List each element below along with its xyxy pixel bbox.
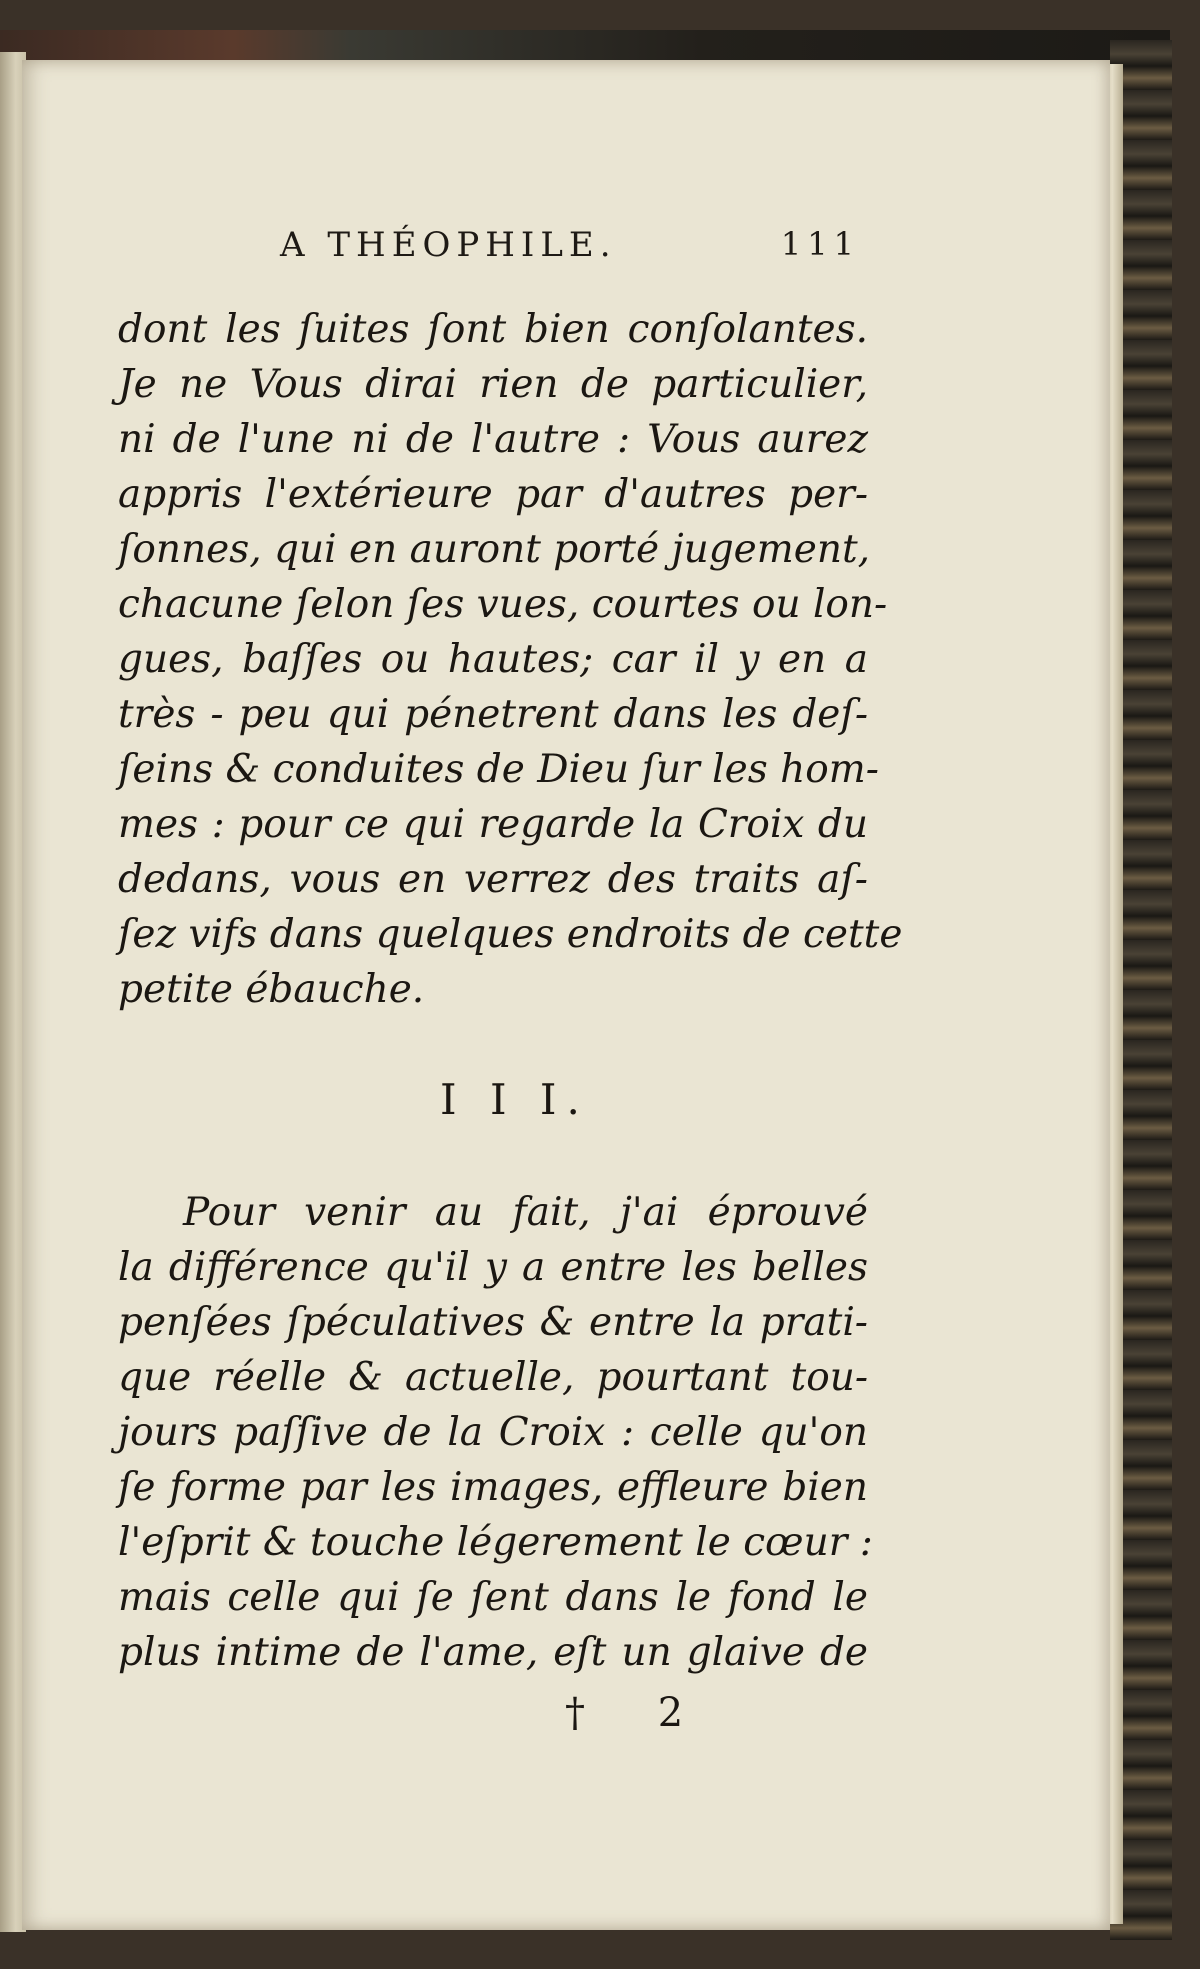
- text-line: ſez vifs dans quelques endroits de cette: [118, 912, 903, 957]
- text-line: jours paſſive de la Croix : celle qu'on: [118, 1410, 868, 1455]
- running-header: [270, 225, 860, 273]
- text-line: ſe forme par les images, effleure bien: [118, 1465, 868, 1510]
- text-line: gues, baſſes ou hautes; car il y en a: [118, 637, 868, 682]
- text-line: Pour venir au fait, j'ai éprouvé: [183, 1190, 868, 1235]
- text-line: dont les ſuites ſont bien conſolantes.: [118, 307, 868, 352]
- text-line: petite ébauche.: [118, 967, 425, 1012]
- text-line: très - peu qui pénetrent dans les deſ-: [118, 692, 868, 737]
- text-line: chacune ſelon ſes vues, courtes ou lon-: [118, 582, 888, 627]
- paragraph-2: [118, 1185, 873, 1680]
- text-line: mais celle qui ſe ſent dans le fond le: [118, 1575, 868, 1620]
- text-line: que réelle & actuelle, pourtant tou-: [118, 1355, 868, 1400]
- signature-mark: † 2: [565, 1690, 714, 1736]
- page-number: 111: [780, 225, 860, 263]
- text-line: ſonnes, qui en auront porté jugement,: [118, 527, 871, 572]
- text-line: la différence qu'il y a entre les belles: [118, 1245, 868, 1290]
- text-line: ni de l'une ni de l'autre : Vous aurez: [118, 417, 868, 462]
- text-line: dedans, vous en verrez des traits aſ-: [118, 857, 868, 902]
- text-line: l'eſprit & touche légerement le cœur :: [118, 1520, 873, 1565]
- text-line: mes : pour ce qui regarde la Croix du: [118, 802, 868, 847]
- running-title: A THÉOPHILE.: [280, 225, 617, 265]
- section-heading: I I I.: [440, 1075, 590, 1124]
- text-line: appris l'extérieure par d'autres per-: [118, 472, 868, 517]
- text-line: plus intime de l'ame, eſt un glaive de: [118, 1630, 868, 1675]
- text-line: Je ne Vous dirai rien de particulier,: [118, 362, 868, 407]
- paragraph-1: [118, 302, 903, 1017]
- text-line: ſeins & conduites de Dieu ſur les hom-: [118, 747, 879, 792]
- text-line: penſées ſpéculatives & entre la prati-: [118, 1300, 868, 1345]
